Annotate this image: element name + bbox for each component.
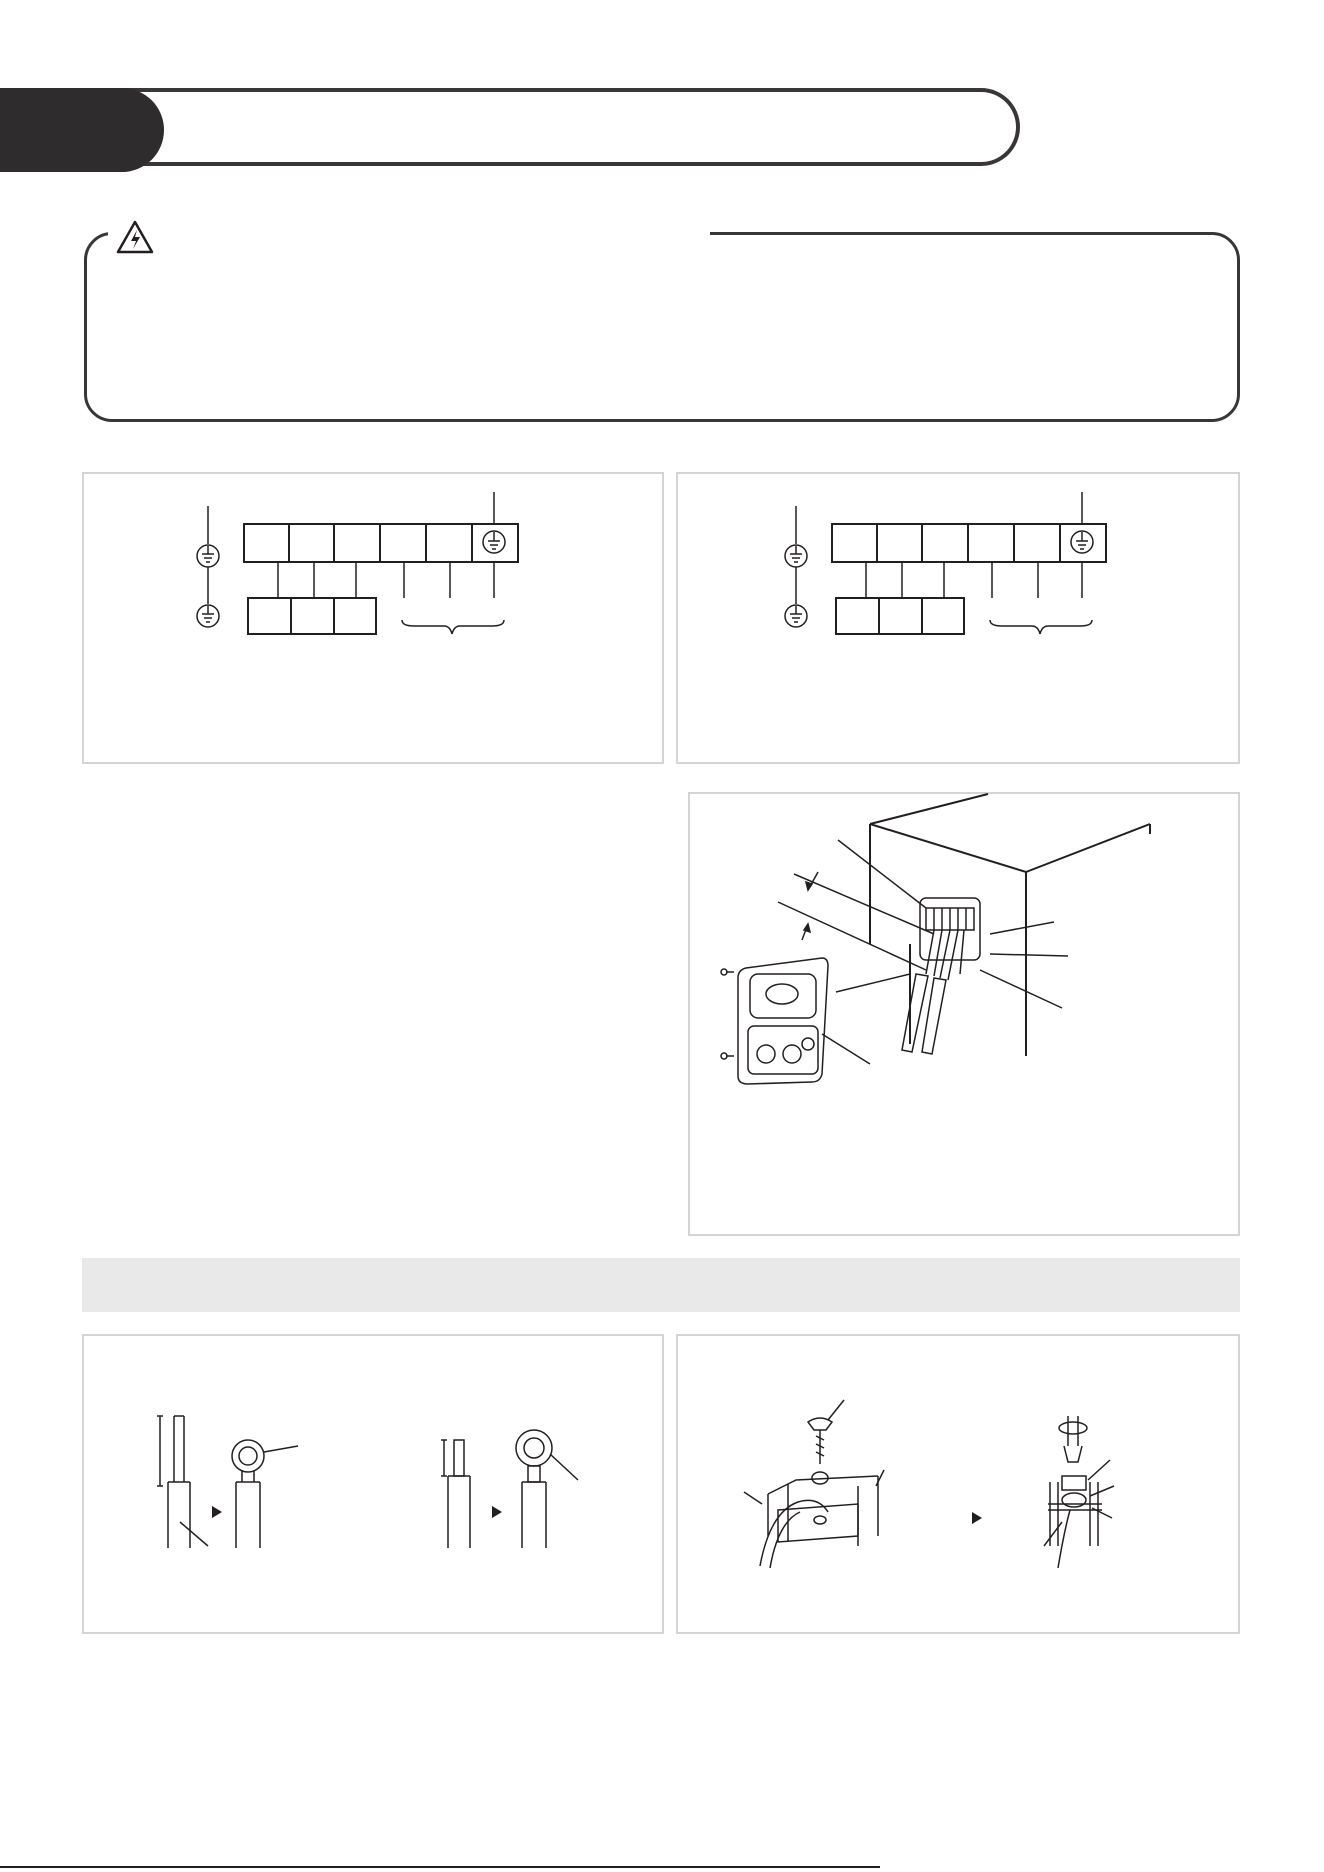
wire-stripping-diagram [84,1336,662,1632]
right-triangle-arrow-icon [212,1506,222,1518]
ground-symbol-icon [785,545,807,567]
high-voltage-warning-icon [116,220,154,254]
section-subheader-band [82,1258,1240,1312]
footer-rule [0,1866,880,1868]
unit-wiring-illustration-panel [688,792,1240,1236]
ground-symbol-icon [197,545,219,567]
warning-box-title-gap [108,226,710,240]
ground-symbol-icon [197,605,219,627]
unit-cover-illustration [690,794,1238,1234]
section-header-bar [120,88,1020,166]
warning-box [84,232,1240,422]
wiring-diagram-panel-left [82,472,664,764]
wire-group-brace [402,620,504,634]
right-triangle-arrow-icon [492,1506,502,1518]
terminal-block-diagram [678,474,1238,762]
terminal-block-diagram [84,474,662,762]
wire-terminal-preparation-panel [82,1334,664,1634]
terminal-screw-diagram [678,1336,1238,1632]
terminal-screw-connection-panel [676,1334,1240,1634]
right-triangle-arrow-icon [972,1512,982,1524]
wire-group-brace [990,620,1092,634]
ground-symbol-icon [785,605,807,627]
wiring-diagram-panel-right [676,472,1240,764]
ground-symbol-icon [1071,531,1093,553]
ground-symbol-icon [483,531,505,553]
section-number-tab [0,88,164,172]
